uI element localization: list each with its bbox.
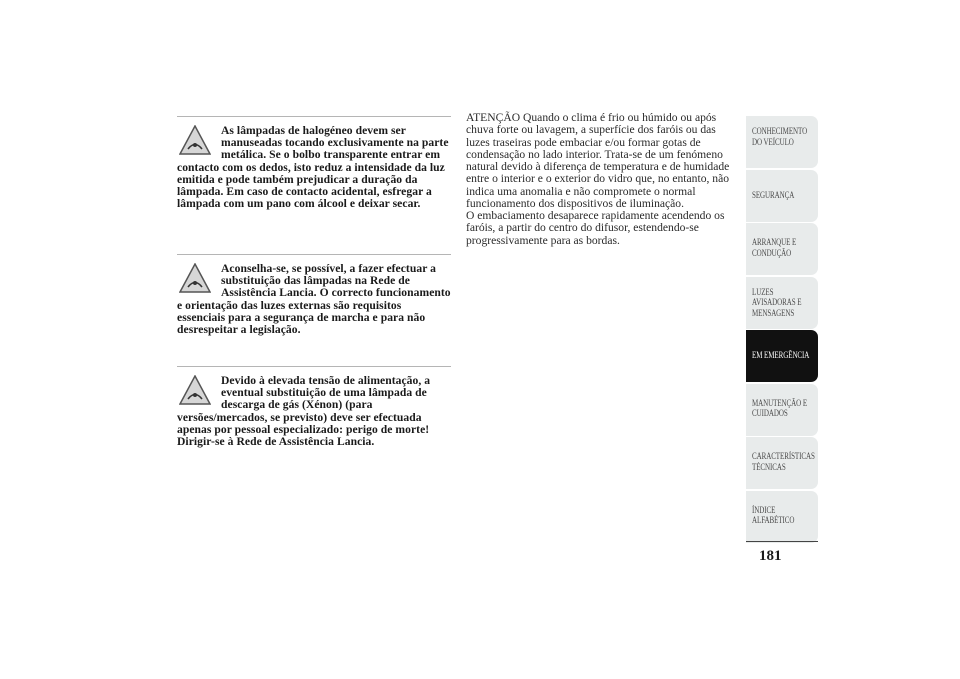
tab-caracteristicas-tecnicas[interactable] [746, 437, 818, 489]
tab-indice-alfabetico[interactable] [746, 491, 818, 543]
tab-luzes-avisadoras[interactable] [746, 277, 818, 329]
warning-divider [177, 254, 451, 255]
tab-label: SEGURANÇA [752, 189, 795, 200]
tab-label: ALFABÉTICO [752, 515, 795, 525]
tab-label: AVISADORAS E [752, 297, 802, 307]
chapter-tabs [746, 116, 818, 544]
tab-label: MANUTENÇÃO E [752, 397, 808, 408]
tab-manutencao-e-cuidados[interactable] [746, 384, 818, 436]
tab-label: TÉCNICAS [752, 461, 786, 472]
tab-label: MENSAGENS [752, 307, 795, 318]
tab-label: CONDUÇÃO [752, 247, 792, 258]
warning-triangle-icon [179, 263, 211, 293]
sidebar-divider [746, 541, 818, 542]
warning-block-2 [177, 254, 451, 336]
tab-conhecimento-do-veiculo[interactable] [746, 116, 818, 168]
warning-text: Aconselha-se, se possível, a fazer efectuar a substituição das lâmpadas na Rede de Assistência Lancia. O correcto funcionamento e orientação das luzes externas são requisitos essenciais para a segurança de marcha e para não desrespeitar a legislação. [177, 262, 451, 337]
warning-divider [177, 366, 451, 367]
tab-label: ARRANQUE E [752, 237, 797, 247]
note-paragraph: O embaciamento desaparece rapidamente acendendo os faróis, a partir do centro do difusor, estendendo-se progressivamente para as bordas. [466, 209, 725, 247]
warning-block-3 [177, 366, 451, 448]
tab-label: LUZES [752, 286, 774, 297]
tab-arranque-e-conducao[interactable] [746, 223, 818, 275]
warning-triangle-icon [179, 375, 211, 405]
warning-divider [177, 116, 451, 117]
warning-text: Devido à elevada tensão de alimentação, a eventual substituição de uma lâmpada de descarga de gás (Xénon) (para versões/mercados, se previsto) deve ser efectuada apenas por pessoal especializado: perigo de morte! Dirigir-se à Rede de Assistência Lancia. [177, 374, 431, 449]
page-number: 181 [759, 548, 782, 564]
tab-label: CARACTERÍSTICAS [752, 451, 815, 461]
tab-label: CUIDADOS [752, 408, 788, 418]
tab-label: DO VEÍCULO [752, 136, 794, 147]
condensation-note [466, 112, 732, 247]
tab-em-emergencia[interactable] [746, 330, 818, 382]
warning-block-1 [177, 116, 451, 210]
tab-label: CONHECIMENTO [752, 126, 808, 136]
warning-triangle-icon [179, 125, 211, 155]
tab-seguranca[interactable] [746, 170, 818, 222]
tab-label: ÍNDICE [752, 504, 776, 515]
tab-label: EM EMERGÊNCIA [752, 350, 810, 360]
note-paragraph: ATENÇÃO Quando o clima é frio ou húmido ou após chuva forte ou lavagem, a superfície dos faróis ou das luzes traseiras pode embaciar e/ou formar gotas de condensação no lado interior. Trata-se de um fenómeno natural devido à diferença de temperatura e de humidade entre o interior e o exterior do vidro que, no entanto, não indica uma anomalia e não compromete o normal funcionamento dos dispositivos de iluminação. [466, 111, 730, 210]
warning-text: As lâmpadas de halogéneo devem ser manuseadas tocando exclusivamente na parte metálica. Se o bolbo transparente entrar em contacto com os dedos, isto reduz a intensidade da luz emitida e pode também prejudicar a duração da lâmpada. Em caso de contacto acidental, esfregar a lâmpada com um pano com álcool e deixar secar. [177, 124, 449, 211]
